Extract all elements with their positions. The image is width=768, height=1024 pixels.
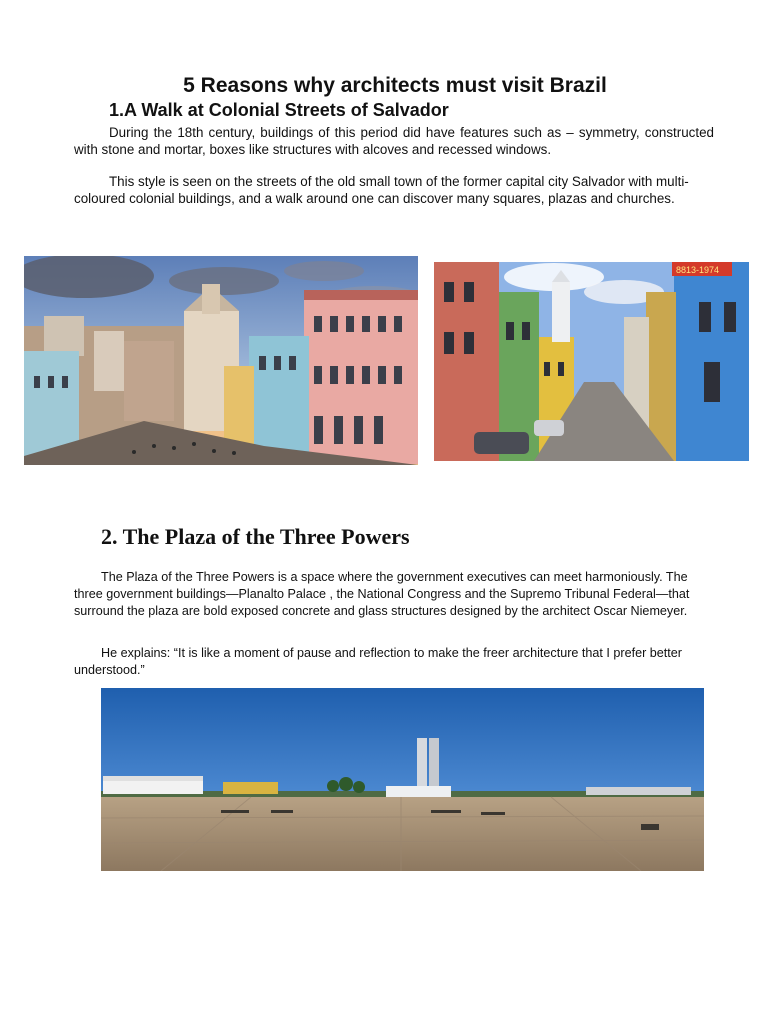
section2-heading: 2. The Plaza of the Three Powers [101, 524, 410, 549]
section2-paragraph-1: The Plaza of the Three Powers is a space where the government executives can meet harmoniously. The three government buildings—Planalto Palace , the National Congress and the Supremo Tribunal Federal—that surround the plaza are bold exposed concrete and glass structures designed by the architect Oscar Niemeyer. [74, 570, 690, 618]
street-sign-text: 8813-1974 [676, 265, 720, 275]
section1-paragraph-2: This style is seen on the streets of the old small town of the former capital city Salvador with multi-coloured colonial buildings, and a walk around one can discover many squares, plazas and churches. [74, 174, 689, 206]
section1-heading: 1.A Walk at Colonial Streets of Salvador [109, 100, 449, 120]
salvador-square-photo [24, 256, 418, 465]
page-title: 5 Reasons why architects must visit Brazil [183, 74, 607, 97]
section2-paragraph-2: He explains: “It is like a moment of pause and reflection to make the freer architecture that I prefer better understood.” [74, 646, 682, 677]
plaza-three-powers-photo [101, 688, 704, 871]
section1-paragraph-1: During the 18th century, buildings of this period did have features such as – symmetry, constructed with stone and mortar, boxes like structures with alcoves and recessed windows. [74, 125, 714, 157]
salvador-street-photo [434, 262, 749, 461]
